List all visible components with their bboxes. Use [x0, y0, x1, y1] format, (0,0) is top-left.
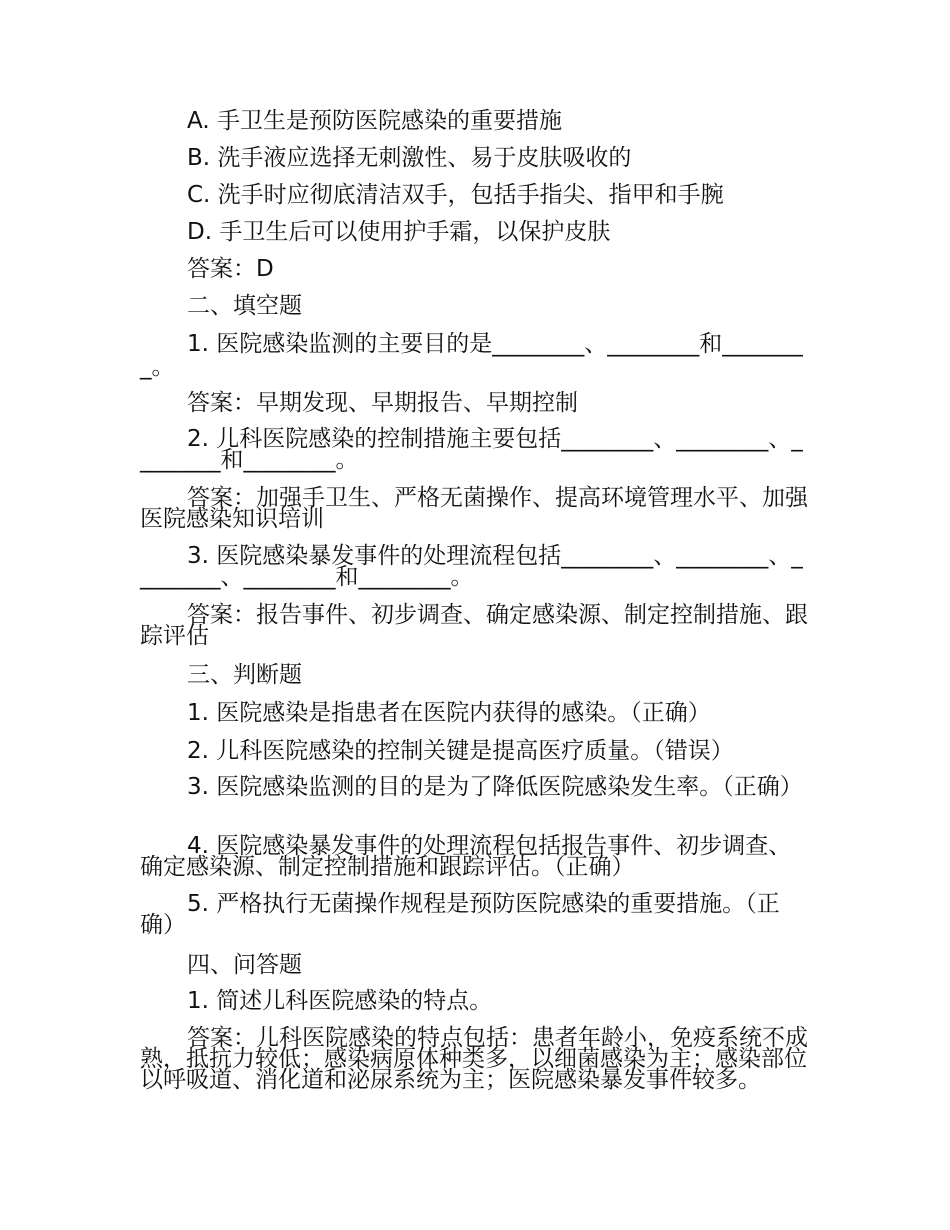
option-d: D. 手卫生后可以使用护手霜，以保护皮肤	[187, 219, 611, 245]
fill-blank-answer-1: 答案：早期发现、早期报告、早期控制	[187, 390, 578, 416]
fill-blank-question-1: 1. 医院感染监测的主要目的是________、________和________。	[140, 331, 803, 380]
qa-answer-1: 答案：儿科医院感染的特点包括：患者年龄小，免疫系统不成熟，抵抗力较低；感染病原体种类多，以细菌感染为主；感染部位以呼吸道、消化道和泌尿系统为主；医院感染暴发事件较多。	[140, 1025, 808, 1093]
judge-item-5: 5. 严格执行无菌操作规程是预防医院感染的重要措施。（正确）	[140, 891, 780, 938]
option-a: A. 手卫生是预防医院感染的重要措施	[187, 108, 562, 134]
judge-item-3: 3. 医院感染监测的目的是为了降低医院感染发生率。（正确）	[187, 774, 803, 800]
answer-line: 答案：D	[187, 256, 274, 282]
qa-question-1: 1. 简述儿科医院感染的特点。	[187, 988, 493, 1014]
judge-item-1: 1. 医院感染是指患者在医院内获得的感染。（正确）	[187, 700, 711, 726]
section-heading: 二、填空题	[187, 293, 302, 319]
section-heading: 四、问答题	[187, 952, 302, 978]
judge-item-4: 4. 医院感染暴发事件的处理流程包括报告事件、初步调查、确定感染源、制定控制措施和跟踪评估。（正确）	[140, 833, 792, 880]
section-heading: 三、判断题	[187, 662, 302, 688]
judge-item-2: 2. 儿科医院感染的控制关键是提高医疗质量。（错误）	[187, 738, 734, 764]
fill-blank-answer-3: 答案：报告事件、初步调查、确定感染源、制定控制措施、跟踪评估	[140, 602, 808, 649]
fill-blank-question-2: 2. 儿科医院感染的控制措施主要包括________、________、________和________。	[140, 426, 803, 473]
option-b: B. 洗手液应选择无刺激性、易于皮肤吸收的	[187, 145, 632, 171]
fill-blank-question-3: 3. 医院感染暴发事件的处理流程包括________、________、________、________和________。	[140, 543, 803, 590]
option-c: C. 洗手时应彻底清洁双手，包括手指尖、指甲和手腕	[187, 182, 724, 208]
fill-blank-answer-2: 答案：加强手卫生、严格无菌操作、提高环境管理水平、加强医院感染知识培训	[140, 485, 808, 532]
